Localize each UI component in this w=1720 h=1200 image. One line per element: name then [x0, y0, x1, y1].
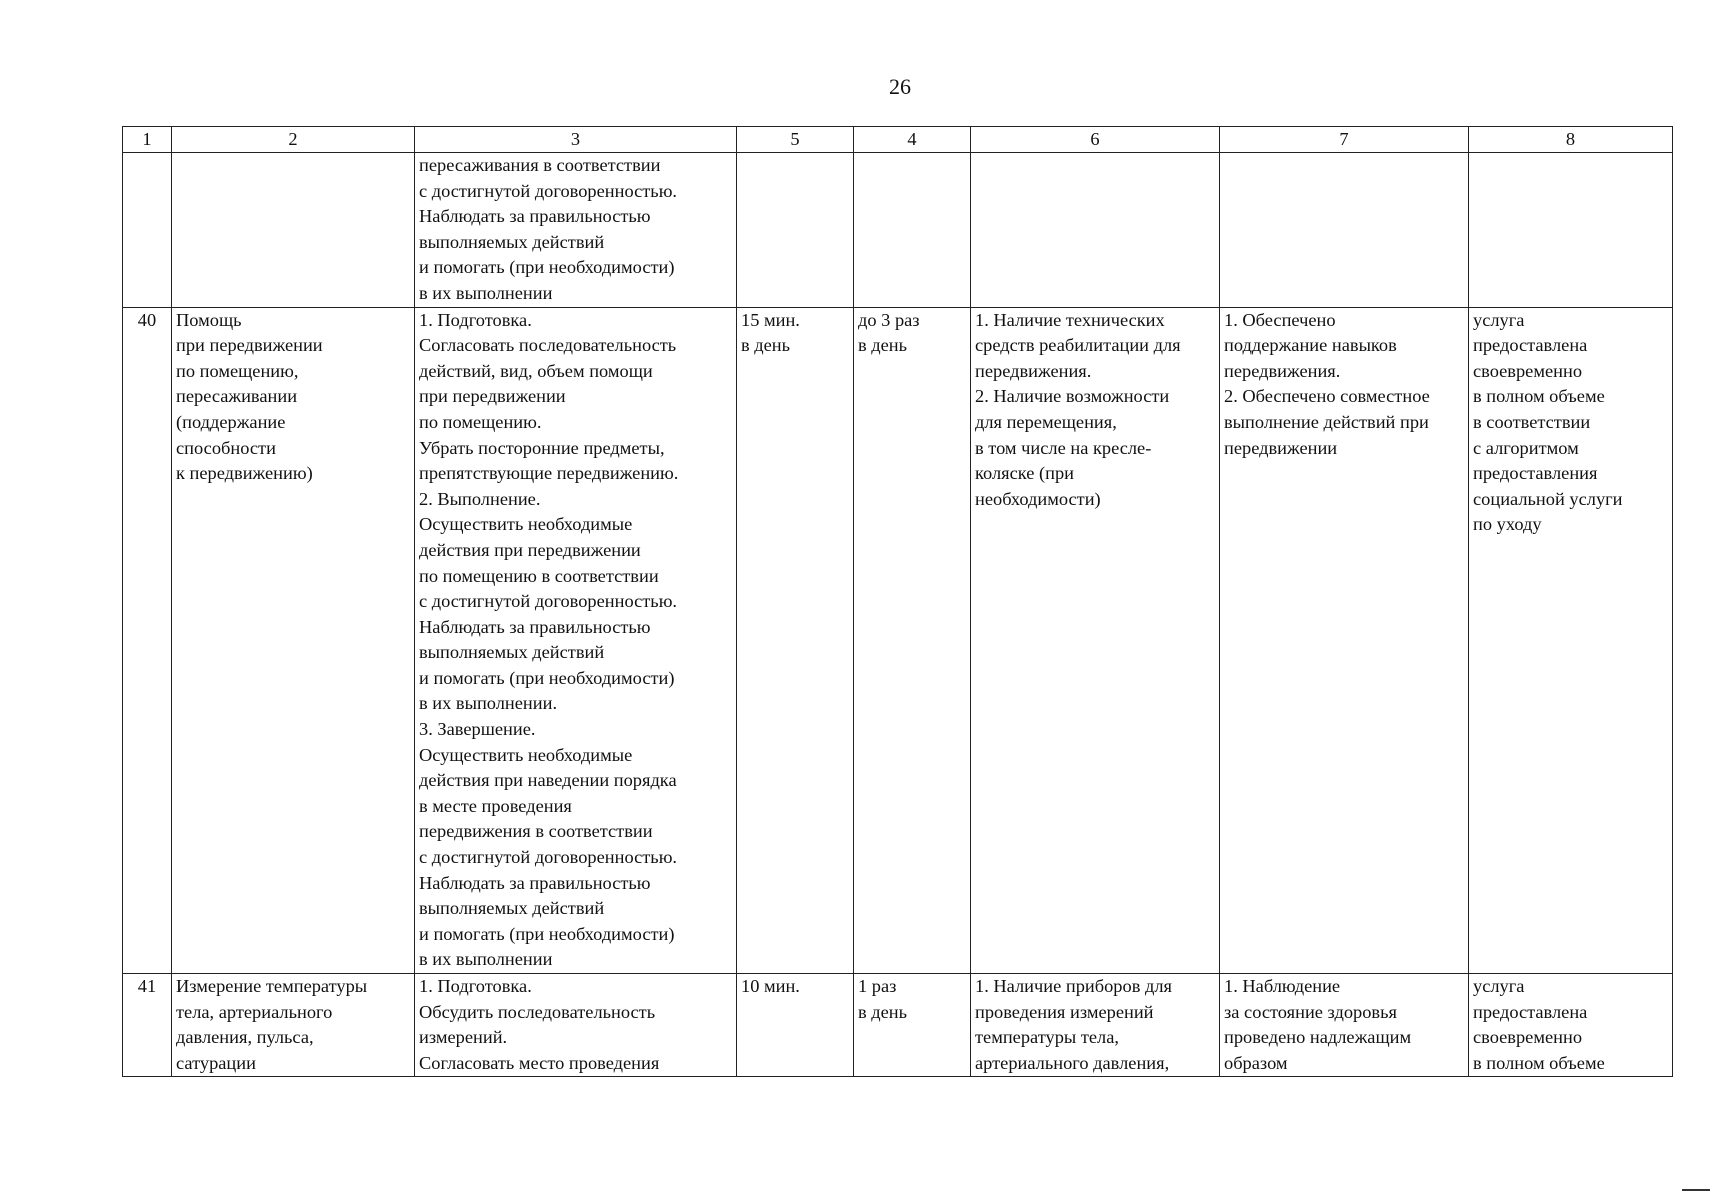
- page-edge-mark: [1682, 1189, 1710, 1191]
- cell-text-line: передвижения в соответствии: [419, 821, 653, 842]
- actions-cell: [415, 974, 737, 1077]
- duration-cell: [737, 307, 854, 973]
- cell-text-line: и помогать (при необходимости): [419, 667, 675, 688]
- conditions-cell: [971, 307, 1220, 973]
- cell-text-line: 10 мин.: [741, 976, 800, 996]
- cell-text-line: в полном объеме: [1473, 386, 1605, 407]
- col-header-1: 1: [123, 127, 172, 153]
- duration-cell: [737, 974, 854, 1077]
- conditions-cell: [971, 153, 1220, 308]
- col-header-3: 3: [415, 127, 737, 153]
- cell-text-line: сатурации: [176, 1052, 256, 1073]
- cell-text-line: образом: [1224, 1052, 1288, 1073]
- cell-text-line: с достигнутой договоренностью.: [419, 591, 678, 612]
- cell-text-line: в месте проведения: [419, 795, 572, 816]
- cell-text-line: выполняемых действий: [419, 642, 605, 663]
- cell-text-line: при передвижении: [419, 386, 566, 407]
- col-header-7: 7: [1220, 127, 1469, 153]
- cell-text-line: пересаживания в соответствии: [419, 155, 661, 175]
- cell-text-line: услуга: [1473, 309, 1525, 330]
- cell-text-line: 1. Подготовка.: [419, 976, 532, 996]
- cell-text-line: 1. Подготовка.: [419, 309, 532, 330]
- assessment-cell: [1469, 307, 1673, 973]
- cell-text-line: предоставлена: [1473, 1001, 1588, 1022]
- header-row: [123, 127, 1673, 153]
- cell-text-line: Наблюдать за правильностью: [419, 616, 651, 637]
- cell-text-line: действия при передвижении: [419, 539, 641, 560]
- service-name-cell: [172, 307, 415, 973]
- cell-text-line: передвижения.: [1224, 360, 1341, 381]
- cell-text-line: с достигнутой договоренностью.: [419, 847, 678, 868]
- cell-text-line: передвижении: [1224, 437, 1338, 458]
- cell-text-line: Осуществить необходимые: [419, 514, 633, 535]
- cell-text-line: в их выполнении.: [419, 693, 558, 714]
- cell-text-line: тела, артериального: [176, 1001, 333, 1022]
- cell-text-line: действий, вид, объем помощи: [419, 360, 653, 381]
- cell-text-line: предоставлена: [1473, 335, 1588, 356]
- page-number: 26: [889, 74, 911, 99]
- cell-text-line: Помощь: [176, 309, 242, 330]
- assessment-cell: [1469, 974, 1673, 1077]
- cell-text-line: 1. Обеспечено: [1224, 309, 1336, 330]
- cell-text-line: выполнение действий при: [1224, 411, 1429, 432]
- cell-text-line: Наблюдать за правильностью: [419, 872, 651, 893]
- frequency-cell: [854, 307, 971, 973]
- row-number-cell: 41: [123, 974, 172, 1077]
- result-cell: [1220, 974, 1469, 1077]
- cell-text-line: измерений.: [419, 1027, 508, 1048]
- result-cell: [1220, 153, 1469, 308]
- cell-text-line: Согласовать последовательность: [419, 335, 677, 356]
- cell-text-line: действия при наведении порядка: [419, 770, 677, 791]
- cell-text-line: препятствующие передвижению.: [419, 463, 679, 484]
- cell-text-line: в соответствии: [1473, 411, 1591, 432]
- cell-text-line: артериального давления,: [975, 1052, 1170, 1073]
- cell-text-line: с достигнутой договоренностью.: [419, 180, 678, 201]
- cell-text-line: передвижения.: [975, 360, 1092, 381]
- cell-text-line: выполняемых действий: [419, 231, 605, 252]
- duration-cell: [737, 153, 854, 308]
- cell-text-line: 15 мин.: [741, 309, 800, 330]
- cell-text-line: Обсудить последовательность: [419, 1001, 656, 1022]
- col-header-4: 4: [854, 127, 971, 153]
- cell-text-line: по помещению в соответствии: [419, 565, 659, 586]
- cell-text-line: по помещению.: [419, 411, 542, 432]
- col-header-2: 2: [172, 127, 415, 153]
- service-name-cell: [172, 974, 415, 1077]
- cell-text-line: в том числе на кресле-: [975, 437, 1152, 458]
- cell-text-line: в полном объеме: [1473, 1052, 1605, 1073]
- cell-text-line: при передвижении: [176, 335, 323, 356]
- assessment-cell: [1469, 153, 1673, 308]
- services-table: [122, 126, 1673, 1077]
- cell-text-line: Наблюдать за правильностью: [419, 206, 651, 227]
- table-row: [123, 974, 1673, 1077]
- row-number-cell: [123, 153, 172, 308]
- cell-text-line: 2. Выполнение.: [419, 488, 541, 509]
- frequency-cell: [854, 974, 971, 1077]
- cell-text-line: своевременно: [1473, 360, 1583, 381]
- cell-text-line: в их выполнении: [419, 949, 553, 970]
- table-body: [123, 153, 1673, 1077]
- cell-text-line: Измерение температуры: [176, 976, 368, 996]
- conditions-cell: [971, 974, 1220, 1077]
- cell-text-line: 3. Завершение.: [419, 719, 536, 740]
- cell-text-line: и помогать (при необходимости): [419, 923, 675, 944]
- cell-text-line: 1. Наличие технических: [975, 309, 1165, 330]
- cell-text-line: коляске (при: [975, 463, 1074, 484]
- actions-cell: [415, 307, 737, 973]
- cell-text-line: своевременно: [1473, 1027, 1583, 1048]
- cell-text-line: необходимости): [975, 488, 1101, 509]
- cell-text-line: Согласовать место проведения: [419, 1052, 660, 1073]
- cell-text-line: проведения измерений: [975, 1001, 1154, 1022]
- cell-text-line: для перемещения,: [975, 411, 1117, 432]
- cell-text-line: проведено надлежащим: [1224, 1027, 1412, 1048]
- cell-text-line: температуры тела,: [975, 1027, 1119, 1048]
- cell-text-line: по уходу: [1473, 514, 1542, 535]
- col-header-5: 5: [737, 127, 854, 153]
- cell-text-line: 1. Наблюдение: [1224, 976, 1341, 996]
- cell-text-line: в день: [858, 335, 908, 356]
- cell-text-line: к передвижению): [176, 463, 313, 484]
- cell-text-line: 2. Наличие возможности: [975, 386, 1170, 407]
- cell-text-line: в день: [741, 335, 791, 356]
- cell-text-line: давления, пульса,: [176, 1027, 314, 1048]
- cell-text-line: в день: [858, 1001, 908, 1022]
- cell-text-line: (поддержание: [176, 411, 286, 432]
- cell-text-line: по помещению,: [176, 360, 299, 381]
- cell-text-line: услуга: [1473, 976, 1525, 996]
- col-header-6: 6: [971, 127, 1220, 153]
- cell-text-line: поддержание навыков: [1224, 335, 1397, 356]
- table-row: [123, 153, 1673, 308]
- cell-text-line: пересаживании: [176, 386, 298, 407]
- cell-text-line: и помогать (при необходимости): [419, 257, 675, 278]
- row-number-cell: 40: [123, 307, 172, 973]
- cell-text-line: 1 раз: [858, 976, 897, 996]
- service-name-cell: [172, 153, 415, 308]
- frequency-cell: [854, 153, 971, 308]
- actions-cell: [415, 153, 737, 308]
- cell-text-line: 1. Наличие приборов для: [975, 976, 1172, 996]
- cell-text-line: средств реабилитации для: [975, 335, 1181, 356]
- cell-text-line: с алгоритмом: [1473, 437, 1579, 458]
- table-row: [123, 307, 1673, 973]
- cell-text-line: предоставления: [1473, 463, 1598, 484]
- cell-text-line: в их выполнении: [419, 282, 553, 303]
- cell-text-line: Осуществить необходимые: [419, 744, 633, 765]
- cell-text-line: способности: [176, 437, 276, 458]
- cell-text-line: до 3 раз: [858, 309, 920, 330]
- cell-text-line: 2. Обеспечено совместное: [1224, 386, 1430, 407]
- cell-text-line: за состояние здоровья: [1224, 1001, 1397, 1022]
- cell-text-line: Убрать посторонние предметы,: [419, 437, 665, 458]
- cell-text-line: социальной услуги: [1473, 488, 1623, 509]
- col-header-8: 8: [1469, 127, 1673, 153]
- cell-text-line: выполняемых действий: [419, 898, 605, 919]
- result-cell: [1220, 307, 1469, 973]
